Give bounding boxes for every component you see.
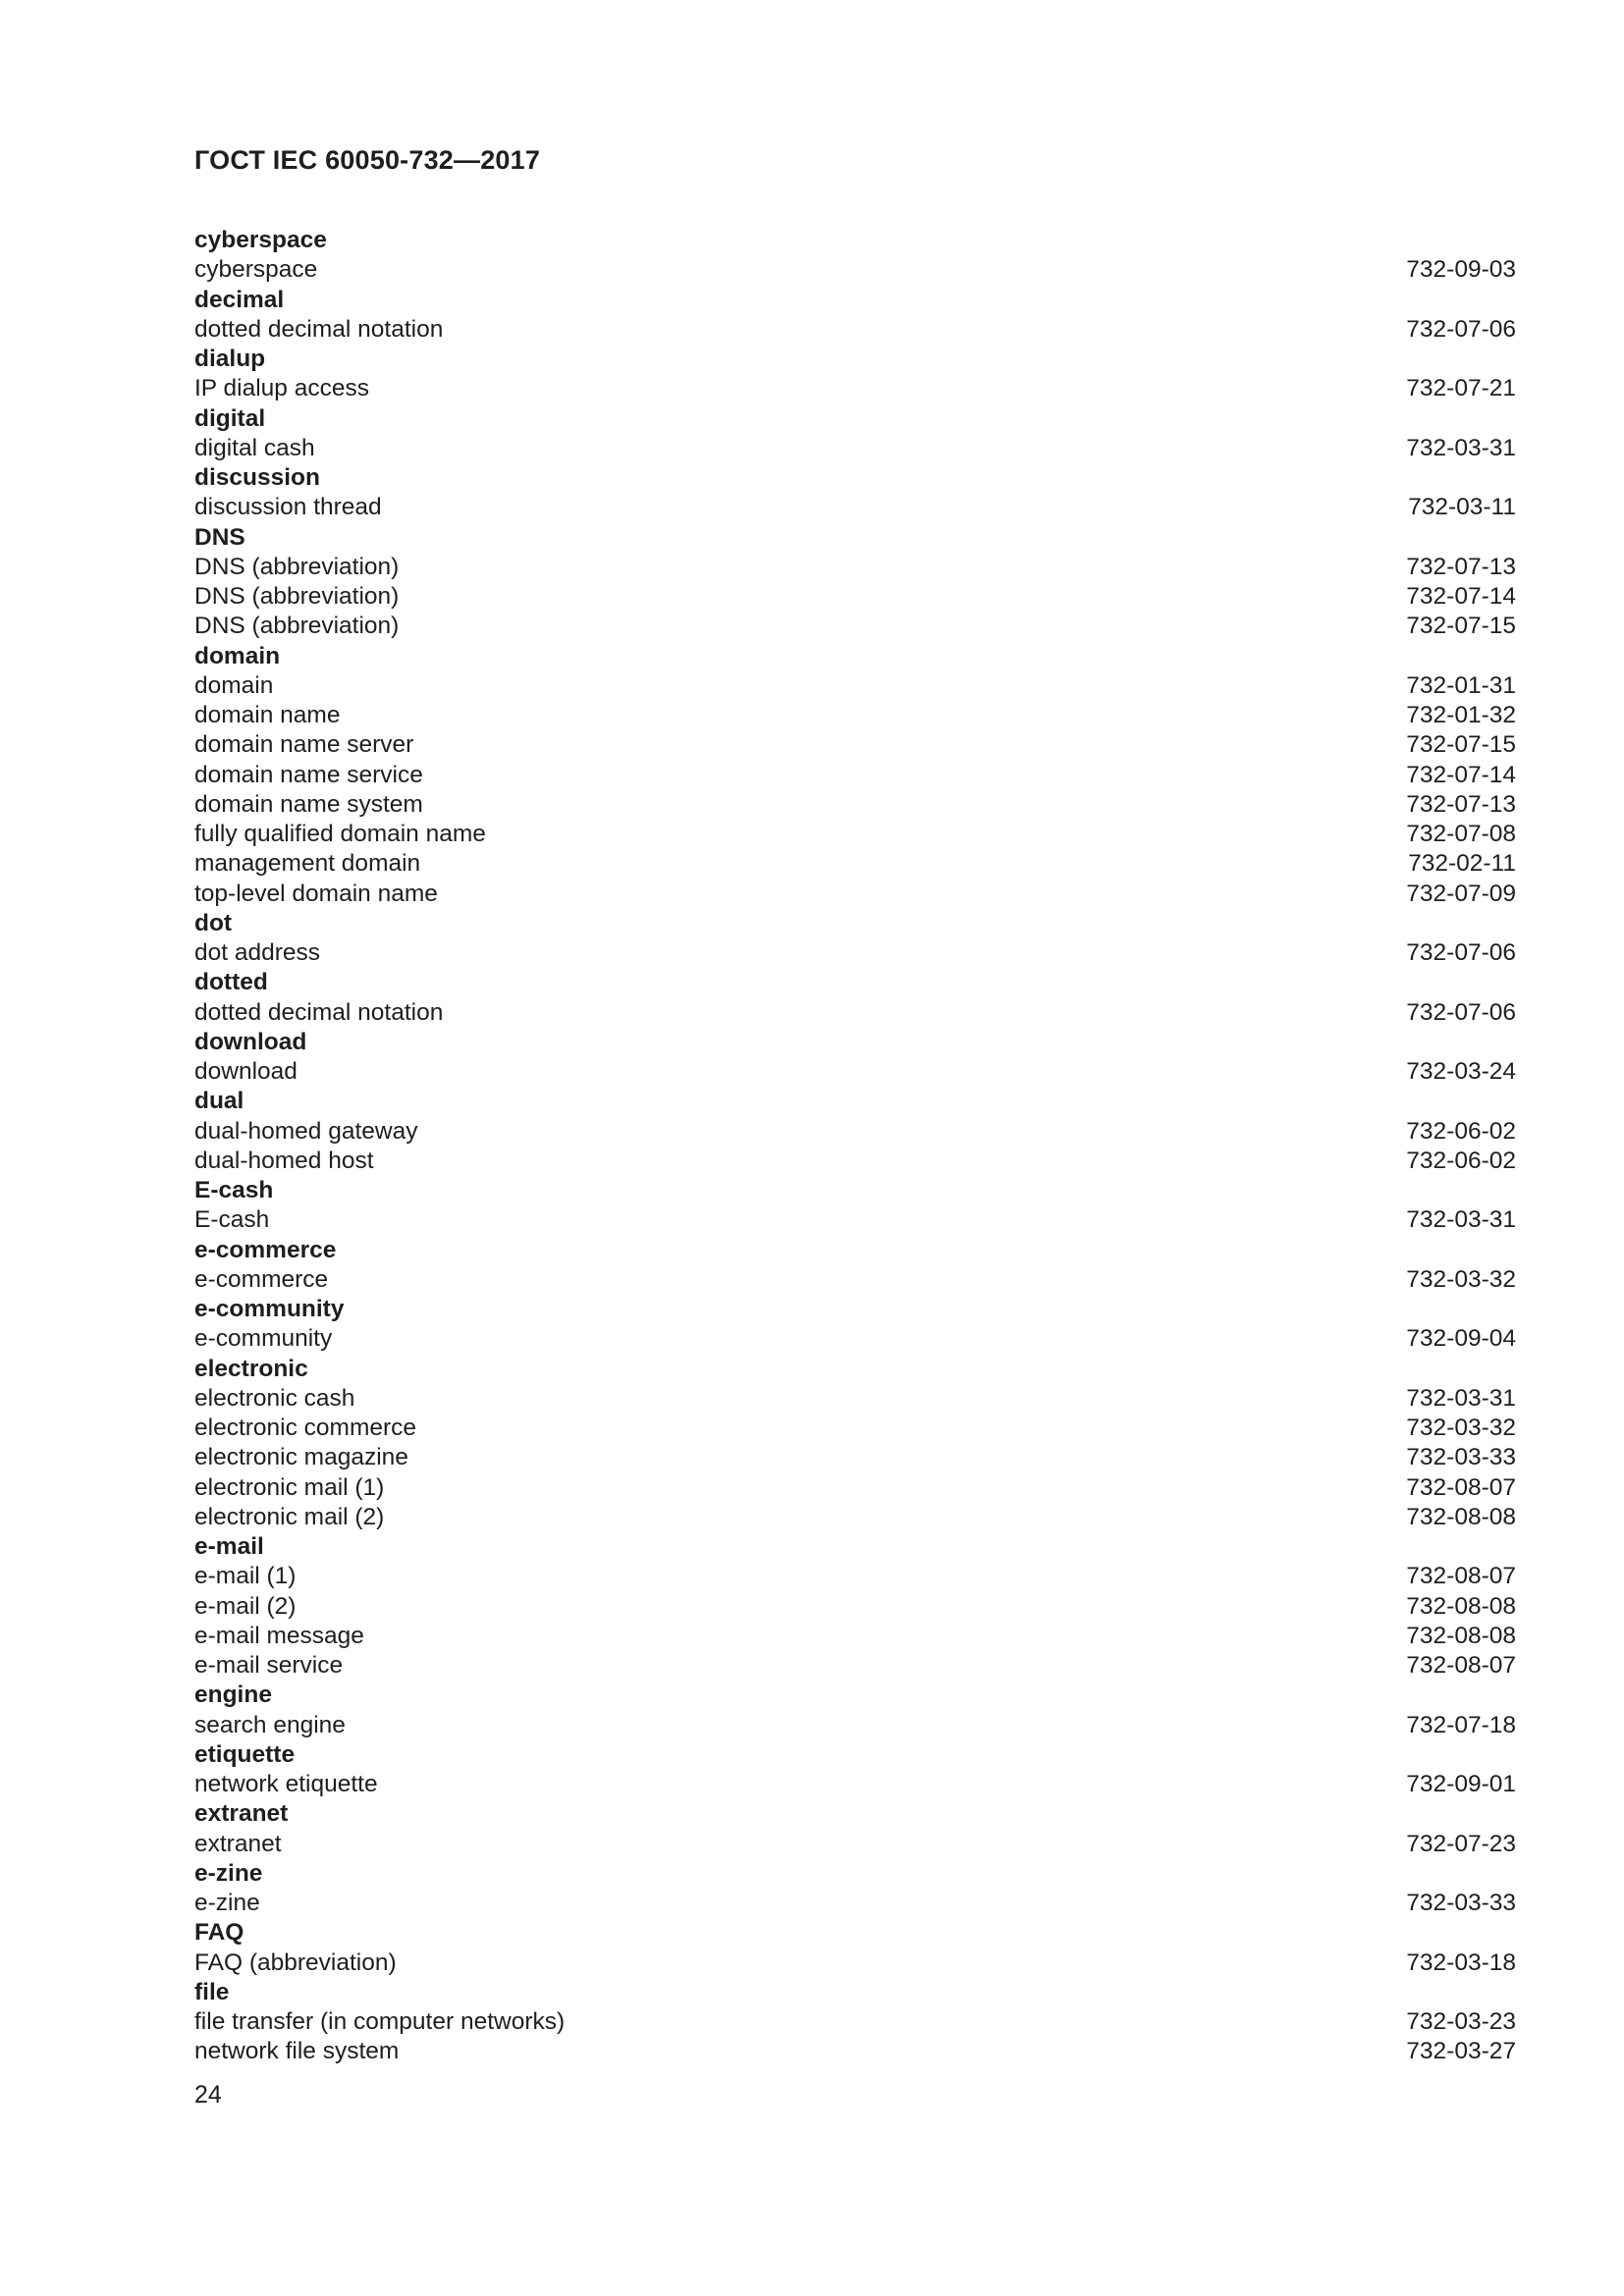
entry-term: electronic cash bbox=[194, 1384, 355, 1412]
entry-term: dot address bbox=[194, 939, 321, 966]
entry-reference-number: 732-03-18 bbox=[1406, 1949, 1516, 1976]
entry-reference-number: 732-07-15 bbox=[1406, 613, 1516, 640]
index-entry-row bbox=[194, 1622, 1516, 1651]
entry-term: dotted decimal notation bbox=[194, 315, 444, 343]
entry-reference-number: 732-08-07 bbox=[1406, 1563, 1516, 1590]
entry-reference-number: 732-08-08 bbox=[1406, 1592, 1516, 1620]
entry-reference-number: 732-07-13 bbox=[1406, 790, 1516, 818]
page-number: 24 bbox=[194, 2081, 222, 2109]
index-keyword-heading bbox=[194, 1978, 1516, 2007]
keyword-text: download bbox=[194, 1028, 307, 1055]
entry-term: download bbox=[194, 1058, 298, 1085]
entry-term: e-commerce bbox=[194, 1265, 329, 1293]
entry-reference-number: 732-07-06 bbox=[1406, 998, 1516, 1026]
index-entry-row bbox=[194, 998, 1516, 1028]
keyword-text: decimal bbox=[194, 286, 285, 313]
keyword-text: DNS bbox=[194, 523, 245, 551]
index-keyword-heading bbox=[194, 909, 1516, 938]
index-keyword-heading bbox=[194, 1799, 1516, 1829]
entry-reference-number: 732-07-06 bbox=[1406, 939, 1516, 966]
index-entry-row bbox=[194, 374, 1516, 403]
index-entry-row bbox=[194, 1117, 1516, 1147]
index-keyword-heading bbox=[194, 1859, 1516, 1889]
entry-term: domain name system bbox=[194, 790, 423, 818]
keyword-text: dual bbox=[194, 1088, 244, 1115]
entry-term: DNS (abbreviation) bbox=[194, 613, 400, 640]
index-entry-row bbox=[194, 1711, 1516, 1740]
index-entry-row bbox=[194, 2007, 1516, 2037]
entry-term: domain bbox=[194, 671, 274, 699]
entry-term: DNS (abbreviation) bbox=[194, 553, 400, 580]
index-keyword-heading bbox=[194, 1028, 1516, 1057]
index-keyword-heading bbox=[194, 1918, 1516, 1948]
entry-term: E-cash bbox=[194, 1206, 270, 1234]
keyword-text: FAQ bbox=[194, 1919, 244, 1947]
keyword-text: e-community bbox=[194, 1296, 345, 1322]
keyword-text: e-mail bbox=[194, 1533, 264, 1560]
entry-reference-number: 732-09-04 bbox=[1406, 1325, 1516, 1353]
index-entry-row bbox=[194, 1651, 1516, 1681]
keyword-text: engine bbox=[194, 1682, 272, 1709]
index-entry-row bbox=[194, 2037, 1516, 2066]
entry-term: e-mail message bbox=[194, 1622, 364, 1649]
index-keyword-heading bbox=[194, 463, 1516, 493]
entry-term: fully qualified domain name bbox=[194, 821, 486, 847]
entry-reference-number: 732-09-01 bbox=[1406, 1771, 1516, 1797]
entry-term: search engine bbox=[194, 1711, 346, 1738]
index-entry-row bbox=[194, 612, 1516, 641]
index-keyword-heading bbox=[194, 286, 1516, 315]
entry-reference-number: 732-03-31 bbox=[1406, 1206, 1516, 1234]
entry-term: cyberspace bbox=[194, 256, 318, 284]
index-entry-row bbox=[194, 790, 1516, 820]
index-entry-row bbox=[194, 1562, 1516, 1591]
entry-term: domain name server bbox=[194, 731, 414, 759]
index-entry-row bbox=[194, 1384, 1516, 1414]
entry-term: domain name bbox=[194, 702, 341, 728]
entry-reference-number: 732-01-31 bbox=[1406, 671, 1516, 699]
index-keyword-heading bbox=[194, 1740, 1516, 1770]
entry-reference-number: 732-03-31 bbox=[1406, 1384, 1516, 1412]
entry-reference-number: 732-06-02 bbox=[1406, 1117, 1516, 1145]
index-keyword-heading bbox=[194, 1236, 1516, 1265]
keyword-text: dialup bbox=[194, 346, 266, 372]
entry-term: network etiquette bbox=[194, 1771, 378, 1797]
keyword-text: etiquette bbox=[194, 1740, 296, 1768]
document-header-title: ГОСТ IEC 60050-732—2017 bbox=[194, 145, 541, 175]
index-entry-row bbox=[194, 820, 1516, 849]
keyword-text: domain bbox=[194, 642, 281, 669]
entry-reference-number: 732-07-18 bbox=[1406, 1711, 1516, 1738]
entry-term: top-level domain name bbox=[194, 880, 438, 907]
entry-term: digital cash bbox=[194, 434, 315, 461]
entry-reference-number: 732-03-27 bbox=[1406, 2038, 1516, 2065]
entry-term: electronic mail (1) bbox=[194, 1473, 385, 1501]
entry-term: e-mail (1) bbox=[194, 1563, 297, 1590]
entry-reference-number: 732-07-09 bbox=[1406, 880, 1516, 907]
index-entry-row bbox=[194, 582, 1516, 612]
entry-reference-number: 732-07-14 bbox=[1406, 761, 1516, 788]
entry-term: e-mail (2) bbox=[194, 1592, 297, 1620]
entry-reference-number: 732-03-11 bbox=[1408, 494, 1516, 521]
index-entry-row bbox=[194, 315, 1516, 345]
index-entry-row bbox=[194, 1324, 1516, 1354]
entry-reference-number: 732-07-23 bbox=[1406, 1830, 1516, 1857]
entry-term: domain name service bbox=[194, 761, 423, 788]
index-entry-row bbox=[194, 1592, 1516, 1622]
entry-reference-number: 732-03-33 bbox=[1406, 1890, 1516, 1916]
keyword-text: electronic bbox=[194, 1355, 308, 1382]
index-entry-row bbox=[194, 1889, 1516, 1918]
entry-reference-number: 732-07-15 bbox=[1406, 731, 1516, 759]
entry-reference-number: 732-07-14 bbox=[1406, 583, 1516, 610]
entry-reference-number: 732-03-32 bbox=[1406, 1265, 1516, 1293]
index-entry-row bbox=[194, 434, 1516, 463]
index-entry-row bbox=[194, 1473, 1516, 1503]
index-entry-row bbox=[194, 880, 1516, 909]
index-keyword-heading bbox=[194, 226, 1516, 255]
entry-reference-number: 732-07-21 bbox=[1406, 375, 1516, 402]
entry-reference-number: 732-08-07 bbox=[1406, 1473, 1516, 1501]
entry-reference-number: 732-09-03 bbox=[1406, 256, 1516, 284]
entry-reference-number: 732-03-24 bbox=[1406, 1058, 1516, 1085]
index-entry-row bbox=[194, 1414, 1516, 1443]
entry-term: FAQ (abbreviation) bbox=[194, 1949, 397, 1976]
entry-reference-number: 732-07-08 bbox=[1406, 821, 1516, 847]
index-entry-row bbox=[194, 701, 1516, 730]
index-entry-row bbox=[194, 1443, 1516, 1472]
entry-reference-number: 732-07-13 bbox=[1406, 553, 1516, 580]
keyword-text: dotted bbox=[194, 969, 268, 996]
entry-term: discussion thread bbox=[194, 494, 382, 521]
index-entry-row bbox=[194, 1265, 1516, 1295]
entry-reference-number: 732-06-02 bbox=[1406, 1147, 1516, 1174]
index-entry-row bbox=[194, 255, 1516, 285]
index-entry-row bbox=[194, 1503, 1516, 1532]
index-keyword-heading bbox=[194, 1087, 1516, 1116]
keyword-text: file bbox=[194, 1978, 230, 2005]
entry-term: dual-homed gateway bbox=[194, 1117, 418, 1145]
index-keyword-heading bbox=[194, 1532, 1516, 1562]
entry-reference-number: 732-08-07 bbox=[1406, 1652, 1516, 1679]
index-keyword-heading bbox=[194, 1681, 1516, 1710]
index-entry-row bbox=[194, 1057, 1516, 1087]
index-entry-row bbox=[194, 1949, 1516, 1978]
entry-reference-number: 732-03-32 bbox=[1406, 1415, 1516, 1441]
entry-term: dual-homed host bbox=[194, 1147, 374, 1174]
index-keyword-heading bbox=[194, 523, 1516, 553]
index-keyword-heading bbox=[194, 1295, 1516, 1324]
index-keyword-heading bbox=[194, 1355, 1516, 1384]
index-entry-row bbox=[194, 1147, 1516, 1176]
entry-term: DNS (abbreviation) bbox=[194, 583, 400, 610]
entry-reference-number: 732-03-23 bbox=[1406, 2008, 1516, 2035]
keyword-text: e-zine bbox=[194, 1859, 263, 1887]
index-entry-row bbox=[194, 1205, 1516, 1235]
index-entry-row bbox=[194, 849, 1516, 879]
entry-term: electronic commerce bbox=[194, 1415, 417, 1441]
keyword-text: extranet bbox=[194, 1800, 289, 1828]
entry-term: management domain bbox=[194, 850, 421, 878]
entry-reference-number: 732-03-31 bbox=[1406, 434, 1516, 461]
entry-term: extranet bbox=[194, 1830, 282, 1857]
index-entry-row bbox=[194, 938, 1516, 968]
index-entry-row bbox=[194, 761, 1516, 790]
entry-term: IP dialup access bbox=[194, 375, 369, 402]
entry-term: e-community bbox=[194, 1325, 333, 1353]
index-keyword-heading bbox=[194, 642, 1516, 671]
keyword-text: digital bbox=[194, 404, 266, 432]
keyword-text: E-cash bbox=[194, 1177, 274, 1203]
index-keyword-heading bbox=[194, 968, 1516, 997]
index-entry-row bbox=[194, 730, 1516, 760]
keyword-text: e-commerce bbox=[194, 1236, 337, 1263]
entry-reference-number: 732-02-11 bbox=[1408, 850, 1516, 878]
index-keyword-heading bbox=[194, 345, 1516, 374]
index-keyword-heading bbox=[194, 404, 1516, 434]
entry-term: network file system bbox=[194, 2038, 400, 2065]
keyword-text: cyberspace bbox=[194, 227, 327, 253]
entry-term: e-zine bbox=[194, 1890, 260, 1916]
entry-reference-number: 732-08-08 bbox=[1406, 1622, 1516, 1649]
entry-term: e-mail service bbox=[194, 1652, 344, 1679]
entry-reference-number: 732-08-08 bbox=[1406, 1503, 1516, 1530]
entry-reference-number: 732-07-06 bbox=[1406, 315, 1516, 343]
entry-reference-number: 732-01-32 bbox=[1406, 702, 1516, 728]
entry-term: file transfer (in computer networks) bbox=[194, 2008, 566, 2035]
entry-reference-number: 732-03-33 bbox=[1406, 1444, 1516, 1471]
keyword-text: dot bbox=[194, 909, 233, 936]
index-entry-row bbox=[194, 553, 1516, 582]
entry-term: electronic magazine bbox=[194, 1444, 408, 1471]
index-entry-row bbox=[194, 1770, 1516, 1799]
entry-term: dotted decimal notation bbox=[194, 998, 444, 1026]
index-entry-row bbox=[194, 671, 1516, 701]
entry-term: electronic mail (2) bbox=[194, 1503, 385, 1530]
index-entry-row bbox=[194, 1830, 1516, 1859]
index-entry-row bbox=[194, 493, 1516, 522]
keyword-text: discussion bbox=[194, 464, 320, 491]
term-index-list bbox=[194, 226, 1516, 2067]
index-keyword-heading bbox=[194, 1176, 1516, 1205]
